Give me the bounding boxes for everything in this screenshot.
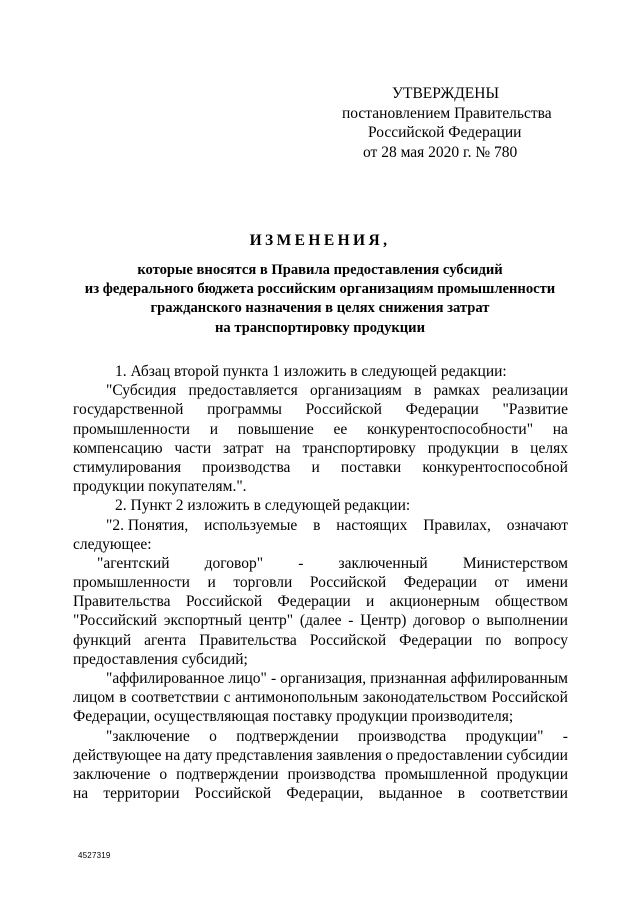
body-word: заявления xyxy=(316,746,382,764)
body-word: территории xyxy=(103,785,180,803)
body-line xyxy=(73,400,568,419)
body-word: Российской xyxy=(305,401,382,419)
body-word: - xyxy=(562,727,568,745)
body-word: на xyxy=(275,439,291,457)
body-word: соответствии xyxy=(131,689,219,707)
body-line-text: продукции покупателям.". xyxy=(73,478,247,496)
body-word: агента xyxy=(144,631,187,649)
body-line xyxy=(73,611,568,630)
body-word: Российской xyxy=(309,631,387,649)
document-subtitle xyxy=(40,261,600,338)
approval-line-country: Российской Федерации xyxy=(368,124,522,141)
body-word: и xyxy=(207,574,216,592)
body-word: промышленности xyxy=(73,420,190,438)
body-word: в xyxy=(313,516,321,534)
body-word: Российской xyxy=(194,785,272,803)
body-word: продукции" xyxy=(465,727,544,745)
body-word: целях xyxy=(530,439,568,457)
body-word: "Субсидия xyxy=(106,382,177,400)
body-word: промышленной xyxy=(384,765,488,783)
body-word: о xyxy=(385,746,394,764)
body-line xyxy=(73,439,568,458)
body-word: обществом xyxy=(494,593,568,611)
body-word: по xyxy=(485,631,502,649)
body-line xyxy=(73,688,568,707)
body-line xyxy=(73,362,568,381)
body-line xyxy=(73,727,568,746)
body-word: в xyxy=(119,689,127,707)
body-word: Российской xyxy=(185,593,263,611)
body-word: Федерации xyxy=(277,593,351,611)
body-word: акционерным xyxy=(389,593,480,611)
subtitle-line: из федерального бюджета российским организациям промышленности xyxy=(84,281,556,298)
body-word: продукции xyxy=(427,439,500,457)
body-word: Правительства xyxy=(199,631,297,649)
body-word: лицо" xyxy=(228,670,267,687)
body-line xyxy=(73,784,568,803)
body-word: выданное xyxy=(378,785,443,803)
body-word: Центр) xyxy=(360,612,407,630)
subtitle-line: гражданского назначения в целях снижения затрат xyxy=(150,300,490,317)
body-word: программы xyxy=(207,401,282,419)
document-body xyxy=(73,362,568,803)
body-line-text: Федерации, осуществляющая поставку продукции производителя; xyxy=(73,708,514,726)
body-line xyxy=(73,477,568,496)
body-word: рамках xyxy=(433,382,480,400)
body-line xyxy=(73,516,568,535)
body-line-text: предоставления субсидий; xyxy=(73,650,248,668)
body-word: компенсацию xyxy=(73,439,163,457)
body-line xyxy=(73,746,568,765)
body-word: "агентский xyxy=(97,554,170,572)
body-line-text: 2. Пункт 2 изложить в следующей редакции: xyxy=(115,497,411,515)
body-word: о xyxy=(472,612,480,630)
body-line xyxy=(73,381,568,400)
body-word: Правилах, xyxy=(423,516,491,534)
body-word: Правительства xyxy=(73,593,171,611)
body-word: промышленности xyxy=(73,574,190,592)
body-word: - xyxy=(298,554,304,572)
body-word: государственной xyxy=(73,401,184,419)
body-word: подтверждении xyxy=(236,727,339,745)
body-word: подтверждении xyxy=(176,765,279,783)
body-word: Российской xyxy=(491,689,568,707)
approval-line-resolution: постановлением Правительства xyxy=(342,104,552,122)
body-word: имени xyxy=(526,574,568,592)
body-word: функций xyxy=(73,631,132,649)
body-word: "аффилированное xyxy=(106,670,225,687)
body-word: поставки xyxy=(340,458,402,476)
body-word: организация, xyxy=(280,670,367,687)
body-line xyxy=(73,592,568,611)
body-word: предоставляется xyxy=(188,382,298,400)
body-word: Федерации xyxy=(405,401,479,419)
body-line xyxy=(73,458,568,477)
body-word: транспортировку xyxy=(302,439,416,457)
body-word: (далее xyxy=(299,612,342,630)
body-line xyxy=(73,669,568,688)
body-line xyxy=(73,707,568,726)
body-word: Федерации xyxy=(403,574,477,592)
body-line xyxy=(73,650,568,669)
subtitle-line: на транспортировку продукции xyxy=(215,319,425,336)
body-word: аффилированным xyxy=(450,670,568,687)
body-word: "Российский xyxy=(73,612,158,630)
body-word: заключение xyxy=(73,765,151,783)
body-word: субсидии xyxy=(506,746,568,764)
body-line xyxy=(73,554,568,573)
body-word: Министерством xyxy=(462,554,568,572)
body-line-text: 1. Абзац второй пункта 1 изложить в следующей редакции: xyxy=(115,363,507,380)
body-word: экспортный xyxy=(163,612,242,630)
approval-line-date-number: от 28 мая 2020 г. № 780 xyxy=(363,143,518,161)
body-line xyxy=(73,765,568,784)
body-word: признанная xyxy=(370,670,447,687)
document-title: ИЗМЕНЕНИЯ, xyxy=(249,232,391,249)
body-word: и xyxy=(365,593,375,611)
body-word: производства xyxy=(202,458,291,476)
body-word: в xyxy=(414,382,422,400)
body-word: производства xyxy=(358,727,447,745)
body-word: предоставлении xyxy=(396,746,503,764)
body-word: законодательством xyxy=(362,689,487,707)
body-word: соответствии xyxy=(480,785,568,803)
body-word: заключенный xyxy=(338,554,428,572)
body-line xyxy=(73,420,568,439)
subtitle-line: которые вносятся в Правила предоставления субсидий xyxy=(137,262,503,278)
body-word: используемые xyxy=(204,516,298,534)
body-word: организациям xyxy=(309,382,402,400)
body-word: - xyxy=(270,670,277,687)
body-word: конкурентоспособности" xyxy=(367,420,534,438)
body-word: в xyxy=(510,439,519,457)
body-word: Российской xyxy=(309,574,387,592)
body-word: от xyxy=(494,574,509,592)
body-word: Федерации xyxy=(399,631,473,649)
approval-heading: УТВЕРЖДЕНЫ xyxy=(392,85,499,102)
body-word: вопросу xyxy=(514,631,568,649)
body-word: на xyxy=(552,420,568,438)
body-word: повышение xyxy=(237,420,314,438)
body-word: части xyxy=(174,439,212,457)
body-word: и xyxy=(311,458,320,476)
body-word: затрат xyxy=(222,439,264,457)
body-word: производства xyxy=(287,765,376,783)
body-word: торговли xyxy=(233,574,293,592)
body-word: означают xyxy=(506,516,568,534)
body-word: "Развитие xyxy=(502,401,568,419)
body-word: центр" xyxy=(248,612,294,630)
document-code: 4527319 xyxy=(78,851,111,860)
body-word: ее xyxy=(333,420,348,438)
body-word: действующее xyxy=(73,746,162,764)
body-word: - xyxy=(348,612,354,630)
body-word: стимулирования xyxy=(73,458,182,476)
body-word: реализации xyxy=(492,382,568,400)
body-word: на xyxy=(73,785,89,803)
body-word: и xyxy=(209,420,218,438)
body-word: продукции xyxy=(496,765,568,783)
approval-block xyxy=(336,84,576,162)
body-word: договор" xyxy=(204,554,264,572)
body-word: выполнении xyxy=(486,612,568,630)
body-line-text: следующее: xyxy=(73,535,152,553)
body-word: "заключение xyxy=(106,727,190,745)
body-word: настоящих xyxy=(336,516,408,534)
body-word: "2. Понятия, xyxy=(106,516,189,534)
body-word: о xyxy=(209,727,217,745)
body-word: Федерации, xyxy=(286,785,364,803)
body-word: представления xyxy=(215,746,313,764)
body-line xyxy=(73,496,568,515)
body-line xyxy=(73,631,568,650)
body-line xyxy=(73,535,568,554)
body-word: с xyxy=(223,689,231,707)
body-word: дату xyxy=(183,746,213,764)
body-word: лицом xyxy=(73,689,115,707)
body-word: конкурентоспособной xyxy=(422,458,568,476)
body-word: на xyxy=(165,746,181,764)
body-word: в xyxy=(457,785,466,803)
body-word: антимонопольным xyxy=(235,689,359,707)
body-line xyxy=(73,573,568,592)
body-word: о xyxy=(159,765,168,783)
body-word: договор xyxy=(413,612,466,630)
